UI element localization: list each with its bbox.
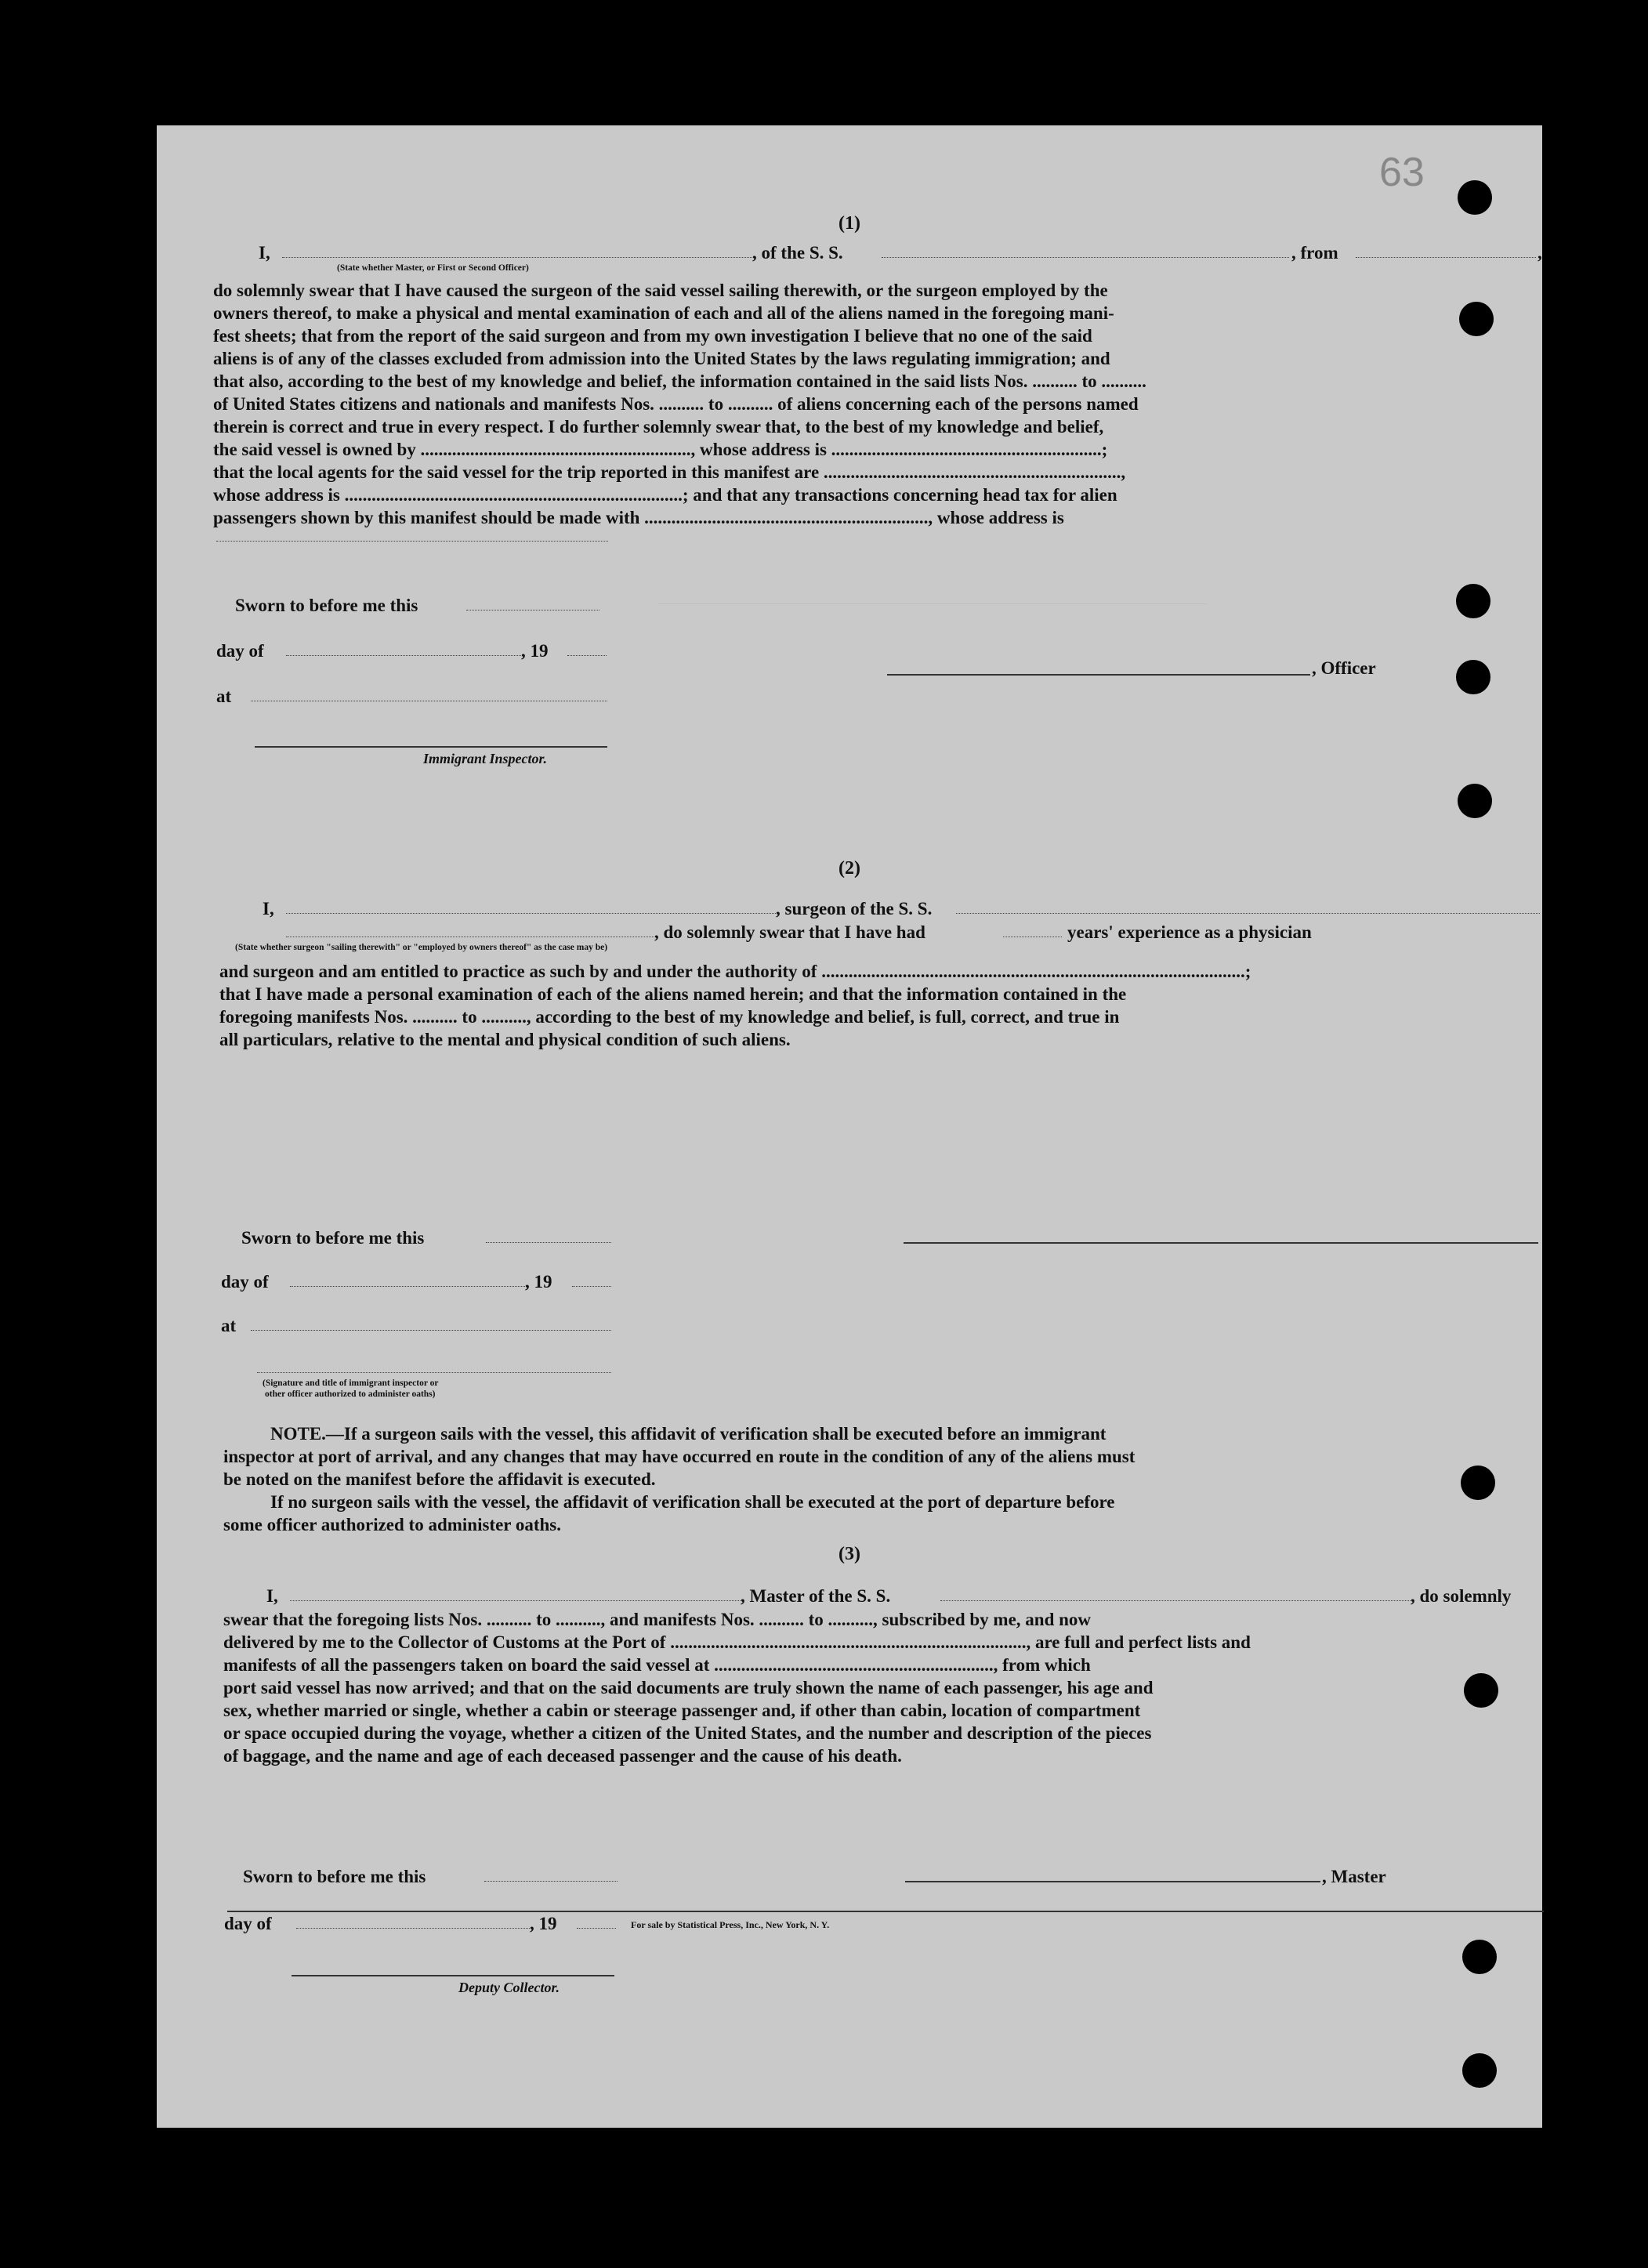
binder-hole [1456,584,1490,618]
year-label: , 19 [530,1914,557,1933]
note-paragraph [223,1422,1544,1536]
body-line: or space occupied during the voyage, whether a citizen of the United States, and the number and description of the pieces [223,1723,1152,1743]
body-line: port said vessel has now arrived; and that on the said documents are truly shown the name of each passenger, his age and [223,1678,1154,1697]
note-line: If no surgeon sails with the vessel, the affidavit of verification shall be executed at the port of departure before [270,1492,1115,1512]
binder-hole [1456,660,1490,694]
body-line: and surgeon and am entitled to practice as such by and under the authority of ..............................................................................................; [219,962,1251,981]
officer-signature-field[interactable] [887,674,1310,676]
inspector-caption: Immigrant Inspector. [423,751,548,766]
day-field[interactable] [296,1928,530,1929]
at-label: at [216,687,232,706]
footer-rule [227,1911,1544,1912]
surgeon-name-field[interactable] [286,913,776,914]
collector-signature-field[interactable] [292,1975,614,1976]
from-port-field[interactable] [1356,257,1536,258]
sworn-label: Sworn to before me this [235,596,418,615]
section-number: (3) [838,1544,860,1564]
body-line: sex, whether married or single, whether a cabin or steerage passenger and, if other than cabin, location of compartment [223,1701,1141,1720]
surgeon-caption: (State whether surgeon "sailing therewith" or "employed by owners thereof" as the case may be) [235,943,608,952]
oath-body [213,279,1545,529]
body-line: of baggage, and the name and age of each deceased passenger and the cause of his death. [223,1746,902,1766]
officer-label: , Officer [1312,658,1376,678]
body-line: of United States citizens and nationals and manifests Nos. .......... to .......... of aliens concerning each of the persons named [213,394,1139,414]
surgeon-signature-field[interactable] [904,1242,1538,1244]
surgeon-of-label: , surgeon of the S. S. [776,899,933,918]
master-name-field[interactable] [290,1600,741,1601]
body-line: do solemnly swear that I have caused the surgeon of the said vessel sailing therewith, or the surgeon employed by the [213,281,1108,300]
authorized-signature-field[interactable] [257,1372,611,1373]
binder-hole [1458,784,1492,818]
year-field[interactable] [577,1928,616,1929]
body-line: that I have made a personal examination of each of the aliens named herein; and that the information contained in the [219,984,1127,1004]
body-line: therein is correct and true in every respect. I do further solemnly swear that, to the best of my knowledge and belief, [213,417,1104,437]
binder-hole [1464,1673,1498,1708]
line-end-comma: , [1538,243,1542,263]
binder-hole [1462,1940,1497,1974]
inspector-signature-field[interactable] [255,746,607,748]
binder-hole [1462,2053,1497,2088]
master-of-label: , Master of the S. S. [741,1586,891,1606]
surgeon-i-label: I, [263,899,274,918]
master-i-label: I, [266,1586,278,1606]
sworn-field[interactable] [486,1242,611,1243]
section-number: (2) [838,858,860,879]
body-line: that also, according to the best of my knowledge and belief, the information contained in the said lists Nos. .......... to .......... [213,371,1146,391]
year-field[interactable] [567,655,607,656]
note-line: be noted on the manifest before the affidavit is executed. [223,1469,656,1489]
solemnly-label: , do solemnly [1411,1586,1512,1606]
from-label: , from [1291,243,1338,263]
surgeon-body [219,960,1544,1051]
day-field[interactable] [290,1286,525,1287]
master-label: , Master [1322,1867,1386,1886]
authorized-caption-line1: (Signature and title of immigrant inspector or [263,1379,439,1388]
years-label: years' experience as a physician [1067,922,1312,942]
body-line: passengers shown by this manifest should be made with ..............................................................., whose address is [213,508,1064,527]
at-label: at [221,1316,237,1335]
body-line: whose address is ...........................................................................; and that any transactions concerning head tax for alien [213,485,1117,505]
authorized-caption-line2: other officer authorized to administer oaths) [265,1389,436,1399]
day-of-label: day of [216,641,264,661]
sworn-label: Sworn to before me this [241,1228,425,1248]
master-body [223,1608,1544,1767]
body-line: aliens is of any of the classes excluded from admission into the United States by the laws regulating immigration; and [213,349,1110,368]
oath-i-label: I, [259,243,270,263]
body-line: manifests of all the passengers taken on board the said vessel at .............................................................., from which [223,1655,1091,1675]
sworn-label: Sworn to before me this [243,1867,426,1886]
officer-caption: (State whether Master, or First or Second Officer) [337,263,529,273]
binder-hole [1458,180,1492,215]
body-line: all particulars, relative to the mental and physical condition of such aliens. [219,1030,791,1049]
officer-name-field[interactable] [282,257,752,258]
manifest-sheet [157,125,1542,2128]
surgeon-vessel-field[interactable] [956,913,1540,914]
address-continuation-field[interactable] [216,541,608,542]
collector-caption: Deputy Collector. [458,1980,560,1995]
note-line: some officer authorized to administer oaths. [223,1515,561,1534]
year-label: , 19 [525,1272,552,1292]
binder-hole [1459,302,1494,336]
section-number: (1) [838,213,860,234]
body-line: delivered by me to the Collector of Customs at the Port of ..............................................................................., are full and perfect lists and [223,1632,1251,1652]
note-line: inspector at port of arrival, and any changes that may have occurred en route in the condition of any of the aliens must [223,1447,1135,1466]
sworn-field[interactable] [484,1881,618,1882]
corner-mark: 63 [1379,150,1425,195]
at-field[interactable] [251,1330,611,1331]
year-field[interactable] [572,1286,611,1287]
body-line: foregoing manifests Nos. .......... to .........., according to the best of my knowledge and belief, is full, correct, and true in [219,1007,1120,1027]
body-line: fest sheets; that from the report of the said surgeon and from my own investigation I believe that no one of the said [213,326,1092,346]
vessel-label: , of the S. S. [752,243,843,263]
master-vessel-field[interactable] [940,1600,1411,1601]
day-of-label: day of [221,1272,269,1292]
body-line: that the local agents for the said vessel for the trip reported in this manifest are .................................................................., [213,462,1126,482]
binder-hole [1461,1466,1495,1500]
printer-credit: For sale by Statistical Press, Inc., New York, N. Y. [631,1919,830,1930]
swear-label: , do solemnly swear that I have had [654,922,925,942]
note-line: NOTE.—If a surgeon sails with the vessel, this affidavit of verification shall be executed before an immigrant [270,1424,1107,1444]
vessel-name-field[interactable] [882,257,1289,258]
body-line: swear that the foregoing lists Nos. .......... to .........., and manifests Nos. .......... to .........., subscribed by me, and now [223,1610,1092,1629]
year-label: , 19 [521,641,549,661]
master-signature-field[interactable] [905,1881,1320,1882]
day-of-label: day of [224,1914,272,1933]
body-line: owners thereof, to make a physical and mental examination of each and all of the aliens named in the foregoing mani- [213,303,1114,323]
body-line: the said vessel is owned by ............................................................, whose address is ............................................................; [213,440,1108,459]
day-field[interactable] [286,655,521,656]
